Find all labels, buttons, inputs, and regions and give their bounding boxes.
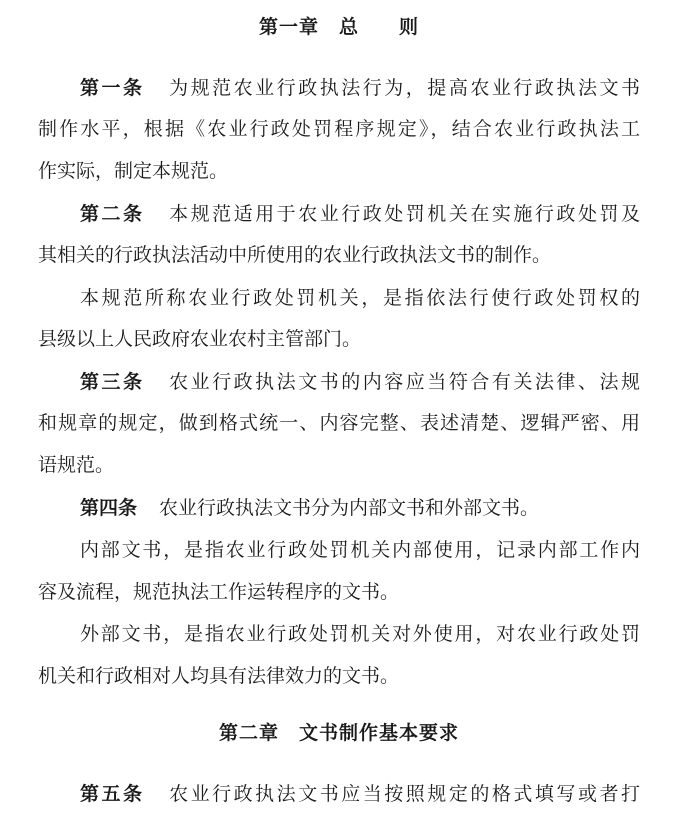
article-five-line-1 (80, 782, 640, 806)
article-two-line-1 (80, 202, 640, 226)
article-four-label: 第四条 (80, 497, 138, 519)
article-one-text-1: 为规范农业行政执法行为，提高农业行政执法文书 (166, 77, 640, 99)
article-three-line-3: 语规范。 (38, 454, 115, 476)
article-three-line-1 (80, 370, 640, 394)
article-one-line-3: 作实际，制定本规范。 (38, 160, 229, 182)
article-five-label: 第五条 (80, 783, 145, 805)
article-one-line-2: 制作水平，根据《农业行政处罚程序规定》，结合农业行政执法工 (38, 118, 640, 140)
article-four-line-1 (80, 496, 640, 520)
article-two-text-1: 本规范适用于农业行政处罚机关在实施行政处罚及 (166, 203, 640, 225)
article-three-text-1: 农业行政执法文书的内容应当符合有关法律、法规 (166, 371, 640, 393)
article-three-label: 第三条 (80, 371, 145, 393)
article-two-para-2-line-2: 县级以上人民政府农业农村主管部门。 (38, 328, 362, 350)
article-four-text-1: 农业行政执法文书分为内部文书和外部文书。 (159, 497, 540, 519)
chapter-two-title: 第二章 文书制作基本要求 (218, 722, 459, 744)
article-two-para-2-line-1: 本规范所称农业行政处罚机关，是指依法行使行政处罚权的 (80, 287, 640, 309)
article-two-label: 第二条 (80, 203, 145, 225)
article-two-line-2: 其相关的行政执法活动中所使用的农业行政执法文书的制作。 (38, 244, 552, 266)
article-four-para-3-line-2: 机关和行政相对人均具有法律效力的文书。 (38, 665, 400, 687)
article-one-label: 第一条 (80, 77, 145, 99)
article-one-line-1 (80, 76, 640, 100)
article-four-para-2-line-1: 内部文书，是指农业行政处罚机关内部使用，记录内部工作内 (80, 539, 640, 561)
article-four-para-2-line-2: 容及流程，规范执法工作运转程序的文书。 (38, 581, 400, 603)
article-four-para-3-line-1: 外部文书，是指农业行政处罚机关对外使用，对农业行政处罚 (80, 623, 640, 645)
article-three-line-2: 和规章的规定，做到格式统一、内容完整、表述清楚、逻辑严密、用 (38, 412, 640, 434)
article-five-text-1: 农业行政执法文书应当按照规定的格式填写或者打 (166, 783, 640, 805)
chapter-one-title: 第一章 总 则 (258, 16, 419, 38)
